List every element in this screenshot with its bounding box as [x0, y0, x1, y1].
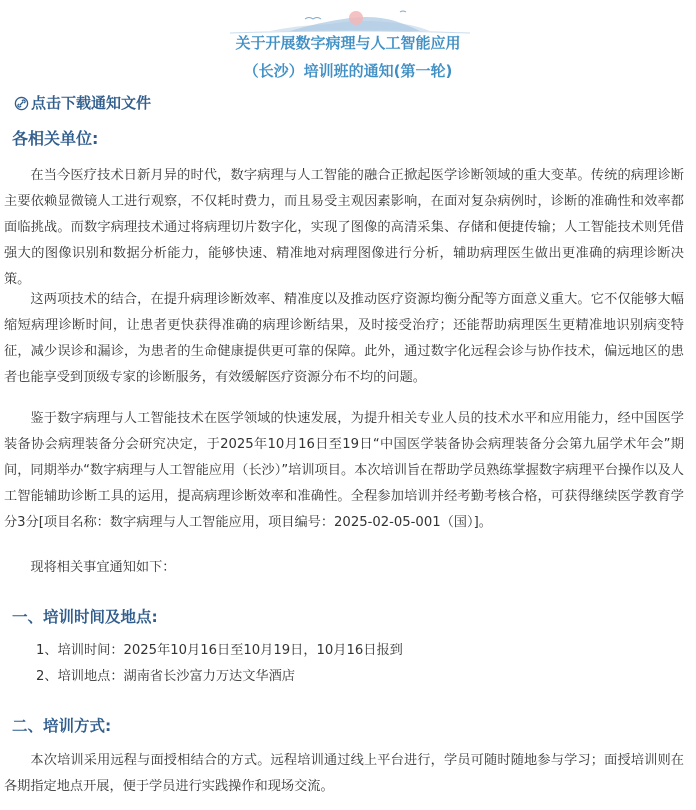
intro-paragraph-3: 鉴于数字病理与人工智能技术在医学领域的快速发展，为提升相关专业人员的技术水平和应用能力，经中国医学装备协会病理装备分会研究决定，于2025年10月16日至19日“中国医学装备协会病理装备分会第九届学术年会”期间，同期举办“数字病理与人工智能应用（长沙）”培训项目。本次培训旨在帮助学员熟练掌握数字病理平台操作以及人工智能辅助诊断工具的运用，提高病理诊断效率和准确性。全程参加培训并经考勤考核合格，可获得继续医学教育学分3分[项目名称：数字病理与人工智能应用，项目编号：2025-02-05-001（国）]。: [4, 411, 684, 530]
download-notice-link[interactable]: [14, 92, 151, 114]
notice-title-line-2: （长沙）培训班的通知(第一轮): [243, 62, 453, 80]
notice-title-line-1: 关于开展数字病理与人工智能应用: [235, 34, 461, 52]
intro-paragraph-2: 这两项技术的结合，在提升病理诊断效率、精准度以及推动医疗资源均衡分配等方面意义重大。它不仅能够大幅缩短病理诊断时间，让患者更快获得准确的病理诊断结果，及时接受治疗；还能帮助病理医生更精准地识别病变特征，减少误诊和漏诊，为患者的生命健康提供更可靠的保障。此外，通过数字化远程会诊与协作技术，偏远地区的患者也能享受到顶级专家的诊断服务，有效缓解医疗资源分布不均的问题。: [4, 292, 684, 385]
section-training-time-place-heading: 一、培训时间及地点:: [12, 608, 158, 626]
training-place-item: 2、培训地点：湖南省长沙富力万达文华酒店: [36, 669, 295, 684]
intro-paragraph-1: 在当今医疗技术日新月异的时代，数字病理与人工智能的融合正掀起医学诊断领域的重大变革。传统的病理诊断主要依赖显微镜人工进行观察，不仅耗时费力，而且易受主观因素影响，在面对复杂病例时，诊断的准确性和效率都面临挑战。而数字病理技术通过将病理切片数字化，实现了图像的高清采集、存储和便捷传输；人工智能技术则凭借强大的图像识别和数据分析能力，能够快速、精准地对病理图像进行分析，辅助病理医生做出更准确的病理诊断决策。: [4, 168, 684, 287]
intro-paragraph-4: 现将相关事宜通知如下：: [30, 560, 176, 575]
download-link-label[interactable]: 点击下载通知文件: [31, 94, 152, 112]
salutation: 各相关单位:: [12, 129, 99, 148]
training-method-paragraph: 本次培训采用远程与面授相结合的方式。远程培训通过线上平台进行，学员可随时随地参与学习；面授培训则在各期指定地点开展，便于学员进行实践操作和现场交流。: [4, 753, 684, 794]
section-training-method-heading: 二、培训方式:: [12, 717, 112, 735]
training-time-item: 1、培训时间：2025年10月16日至10月19日，10月16日报到: [36, 643, 403, 658]
header-decoration: [0, 0, 696, 34]
link-icon: [14, 96, 29, 111]
